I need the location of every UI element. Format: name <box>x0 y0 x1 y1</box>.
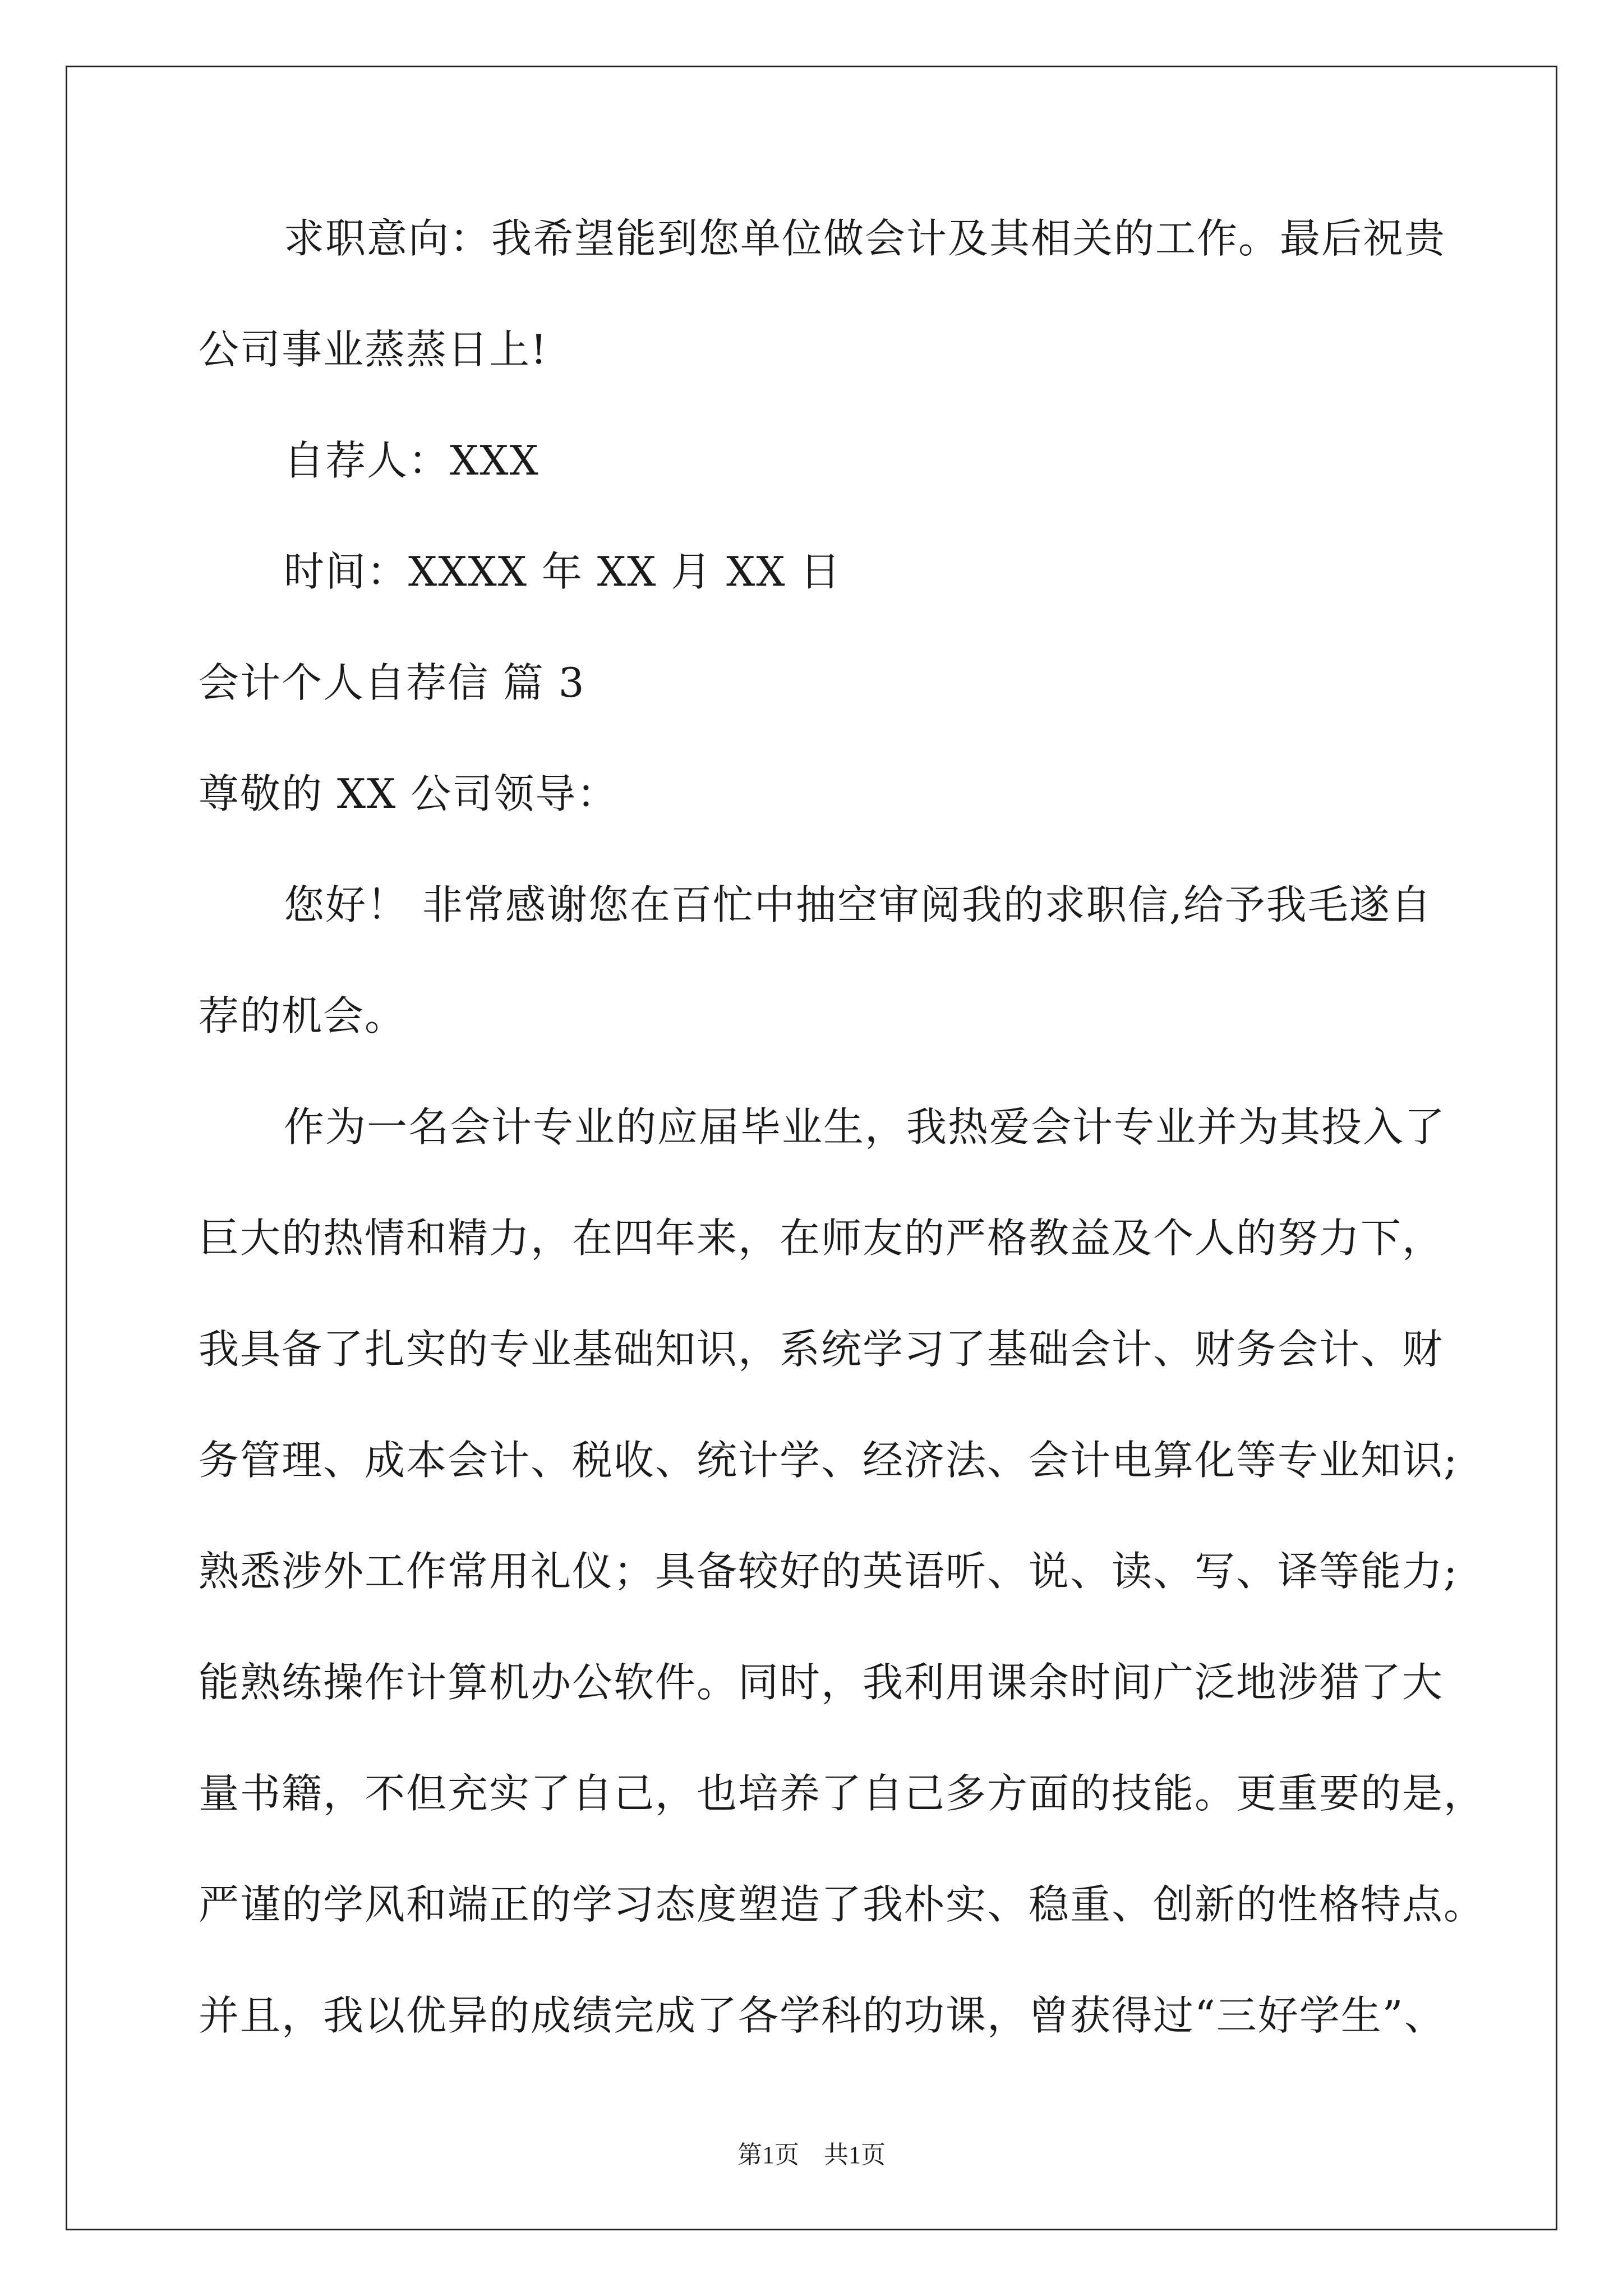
signature-line: 自荐人：XXX <box>284 437 540 484</box>
paragraph-line: 务管理、成本会计、税收、统计学、经济法、会计电算化等专业知识; <box>199 1437 1459 1484</box>
paragraph-line: 严谨的学风和端正的学习态度塑造了我朴实、稳重、创新的性格特点。 <box>199 1881 1486 1928</box>
paragraph-line: 作为一名会计专业的应届毕业生，我热爱会计专业并为其投入了 <box>284 1103 1446 1151</box>
paragraph-line: 能熟练操作计算机办公软件。同时，我利用课余时间广泛地涉猎了大 <box>199 1659 1444 1706</box>
date-line: 时间：XXXX 年 XX 月 XX 日 <box>284 548 842 595</box>
paragraph-line: 我具备了扎实的专业基础知识，系统学习了基础会计、财务会计、财 <box>199 1326 1444 1373</box>
paragraph-line: 量书籍，不但充实了自己，也培养了自己多方面的技能。更重要的是， <box>199 1770 1486 1817</box>
page-total: 共1页 <box>824 2141 886 2169</box>
paragraph-line: 熟悉涉外工作常用礼仪；具备较好的英语听、说、读、写、译等能力; <box>199 1548 1459 1595</box>
page-footer <box>0 2138 1623 2172</box>
section-title: 会计个人自荐信 篇 3 <box>199 659 585 706</box>
paragraph-line: 并且，我以优异的成绩完成了各学科的功课，曾获得过“三好学生”、 <box>199 1992 1446 2039</box>
paragraph-line: 您好！ 非常感谢您在百忙中抽空审阅我的求职信,给予我毛遂自 <box>284 881 1432 928</box>
page-number: 第1页 <box>737 2141 799 2169</box>
paragraph-line: 巨大的热情和精力，在四年来，在师友的严格教益及个人的努力下， <box>199 1214 1444 1262</box>
salutation: 尊敬的 XX 公司领导： <box>199 770 619 817</box>
paragraph-line: 求职意向：我希望能到您单位做会计及其相关的工作。最后祝贵 <box>284 215 1446 262</box>
paragraph-line: 荐的机会。 <box>199 992 407 1039</box>
paragraph-line: 公司事业蒸蒸日上! <box>199 326 548 373</box>
